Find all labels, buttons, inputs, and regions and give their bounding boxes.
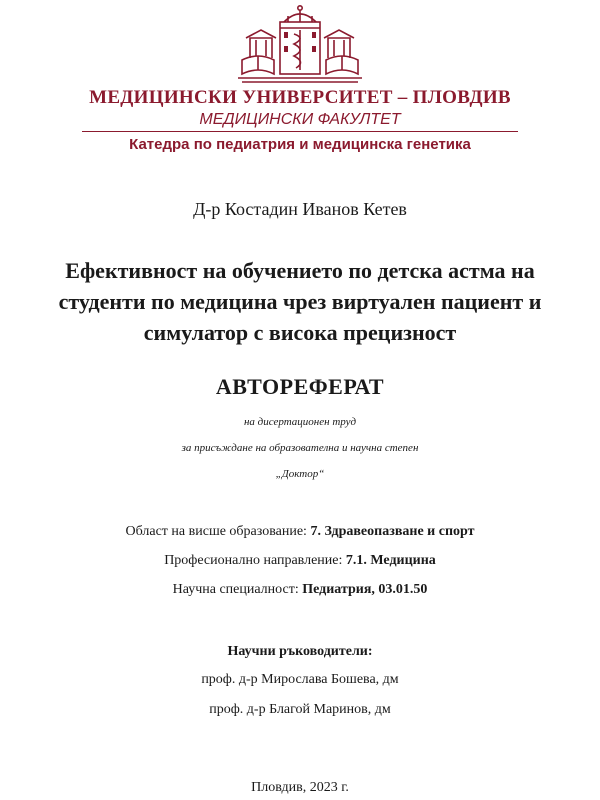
department-name: Катедра по педиатрия и медицинска генетика: [129, 136, 471, 153]
field-specialty: [0, 582, 600, 598]
field-area: [0, 524, 600, 540]
document-type: АВТОРЕФЕРАТ: [215, 374, 385, 399]
subtitle-line: за присъждане на образователна и научна степен: [181, 442, 419, 454]
thesis-title-line: студенти по медицина чрез виртуален пациент и: [58, 289, 542, 314]
university-name: МЕДИЦИНСКИ УНИВЕРСИТЕТ – ПЛОВДИВ: [89, 87, 511, 108]
thesis-title-line: симулатор с висока прецизност: [143, 320, 457, 345]
field-value: 7.1. Медицина: [345, 553, 436, 568]
field-label: Професионално направление:: [164, 553, 346, 568]
supervisors-heading: Научни ръководители:: [227, 644, 373, 659]
thesis-title-line: Ефективност на обучението по детска астма на: [65, 258, 535, 283]
place-and-year: Пловдив, 2023 г.: [251, 780, 349, 795]
field-label: Област на висше образование:: [125, 524, 311, 539]
author-name: Д-р Костадин Иванов Кетев: [193, 199, 407, 219]
supervisor-name: проф. д-р Благой Маринов, дм: [209, 702, 391, 717]
header-divider: [82, 131, 518, 132]
field-value: 7. Здравеопазване и спорт: [310, 524, 475, 539]
supervisor-name: проф. д-р Мирослава Бошева, дм: [201, 672, 399, 687]
subtitle-line: „Доктор“: [275, 468, 325, 480]
faculty-name: МЕДИЦИНСКИ ФАКУЛТЕТ: [199, 111, 401, 128]
university-crest-icon: [236, 2, 364, 86]
field-value: Педиатрия, 03.01.50: [302, 582, 428, 597]
field-label: Научна специалност:: [172, 582, 303, 597]
subtitle-line: на дисертационен труд: [243, 416, 357, 428]
thesis-title: [0, 255, 600, 348]
field-direction: [0, 553, 600, 569]
